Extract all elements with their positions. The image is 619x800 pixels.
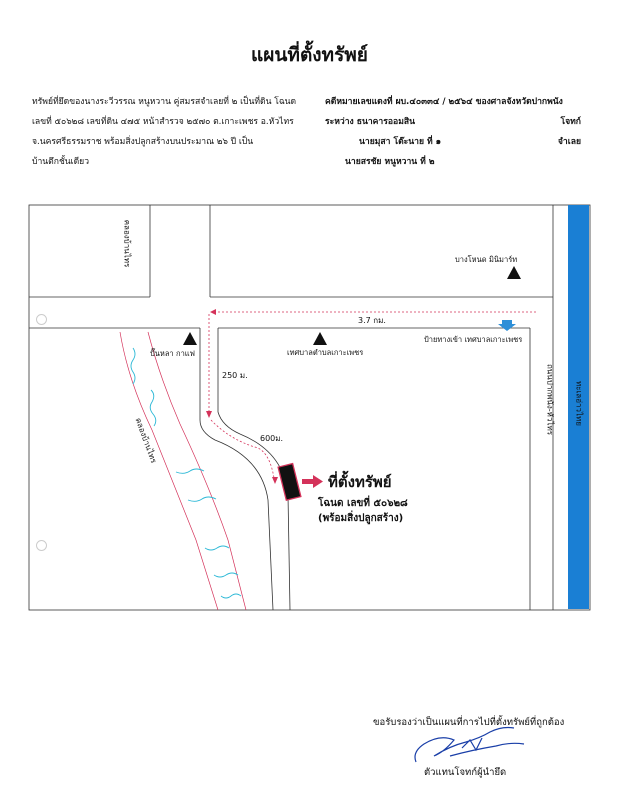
sign-label: ป้ายทางเข้า เทศบาลเกาะเพชร xyxy=(424,335,523,344)
mini-mart-label: บางโหนด มินิมาร์ท xyxy=(455,255,518,264)
plaintiff-role: โจทก์ xyxy=(560,117,581,127)
distance-600-label: 600ม. xyxy=(260,434,284,443)
defendant-role: จำเลย xyxy=(557,137,581,147)
municipality-marker xyxy=(313,332,327,345)
distance-main-label: 3.7 กม. xyxy=(358,316,386,325)
defendant-1-name: นายมุสา โต๊ะนาย ที่ ๑ xyxy=(359,137,442,147)
canal-label-river: คลองบ้านไทร xyxy=(133,416,159,465)
river-wave-6 xyxy=(214,573,238,577)
coffee-shop-label: ปั๊นหลา กาแฟ xyxy=(150,349,195,358)
property-title: ที่ตั้งทรัพย์ xyxy=(328,473,392,491)
distance-250-label: 250 ม. xyxy=(222,371,248,380)
description-line-3: จ.นครศรีธรรมราช พร้อมสิ่งปลูกสร้างบนประมาณ ๒๖ ปี เป็น xyxy=(32,137,254,147)
signature xyxy=(410,722,530,770)
route-arrow-head-3 xyxy=(272,477,278,484)
sea-label: ทะเลอ่าวไทย xyxy=(574,381,584,426)
certification-text: ขอรับรองว่าเป็นแผนที่การไปที่ตั้งทรัพย์ที่ถูกต้อง xyxy=(373,717,565,728)
description-line-2: เลขที่ ๕๐๖๒๘ เลขที่ดิน ๔๗๕ หน้าสำรวจ ๒๕๗๐ ต.เกาะเพชร อ.หัวไทร xyxy=(32,117,294,127)
river-wave-3 xyxy=(176,469,204,473)
river-wave-5 xyxy=(205,546,229,550)
description-line-1: ทรัพย์ที่ยึดของนางระวีวรรณ หนูหวาน คู่สมรสจำเลยที่ ๒ เป็นที่ดิน โฉนด xyxy=(32,97,297,107)
river-wave-4 xyxy=(188,497,216,501)
vertical-road-label: ถนนปากพนัง-หัวไทร xyxy=(545,363,555,436)
route-arrow-head-2 xyxy=(206,411,212,418)
mini-mart-marker xyxy=(507,266,521,279)
sign-arrow-marker xyxy=(498,320,516,331)
signature-label: ตัวแทนโจทก์ผู้นำยึด xyxy=(424,767,507,778)
river-wave-7 xyxy=(221,594,241,598)
coffee-shop-marker xyxy=(183,332,197,345)
property-marker xyxy=(278,464,301,501)
municipality-label: เทศบาลตำบลเกาะเพชร xyxy=(287,348,364,357)
canal-label-top: คลองบ้านไทร xyxy=(122,219,132,268)
route-arrow-head-1 xyxy=(210,309,216,315)
defendant-2-name: นายสรชัย หนูหวาน ที่ ๒ xyxy=(345,157,435,167)
plaintiff-name: ระหว่าง ธนาคารออมสิน xyxy=(325,117,415,127)
case-number: คดีหมายเลขแดงที่ ผบ.๔๐๓๓๔ / ๒๕๖๔ ของศาลจังหวัดปากพนัง xyxy=(325,97,563,107)
page-title: แผนที่ตั้งทรัพย์ xyxy=(251,44,368,66)
description-line-4: บ้านตึกชั้นเดียว xyxy=(32,157,90,167)
property-deed: โฉนด เลขที่ ๕๐๖๒๘ xyxy=(318,498,408,509)
property-note: (พร้อมสิ่งปลูกสร้าง) xyxy=(318,513,404,524)
property-arrow-shaft xyxy=(302,479,313,484)
river-wave-2 xyxy=(150,390,156,426)
property-arrow-head xyxy=(313,475,323,488)
